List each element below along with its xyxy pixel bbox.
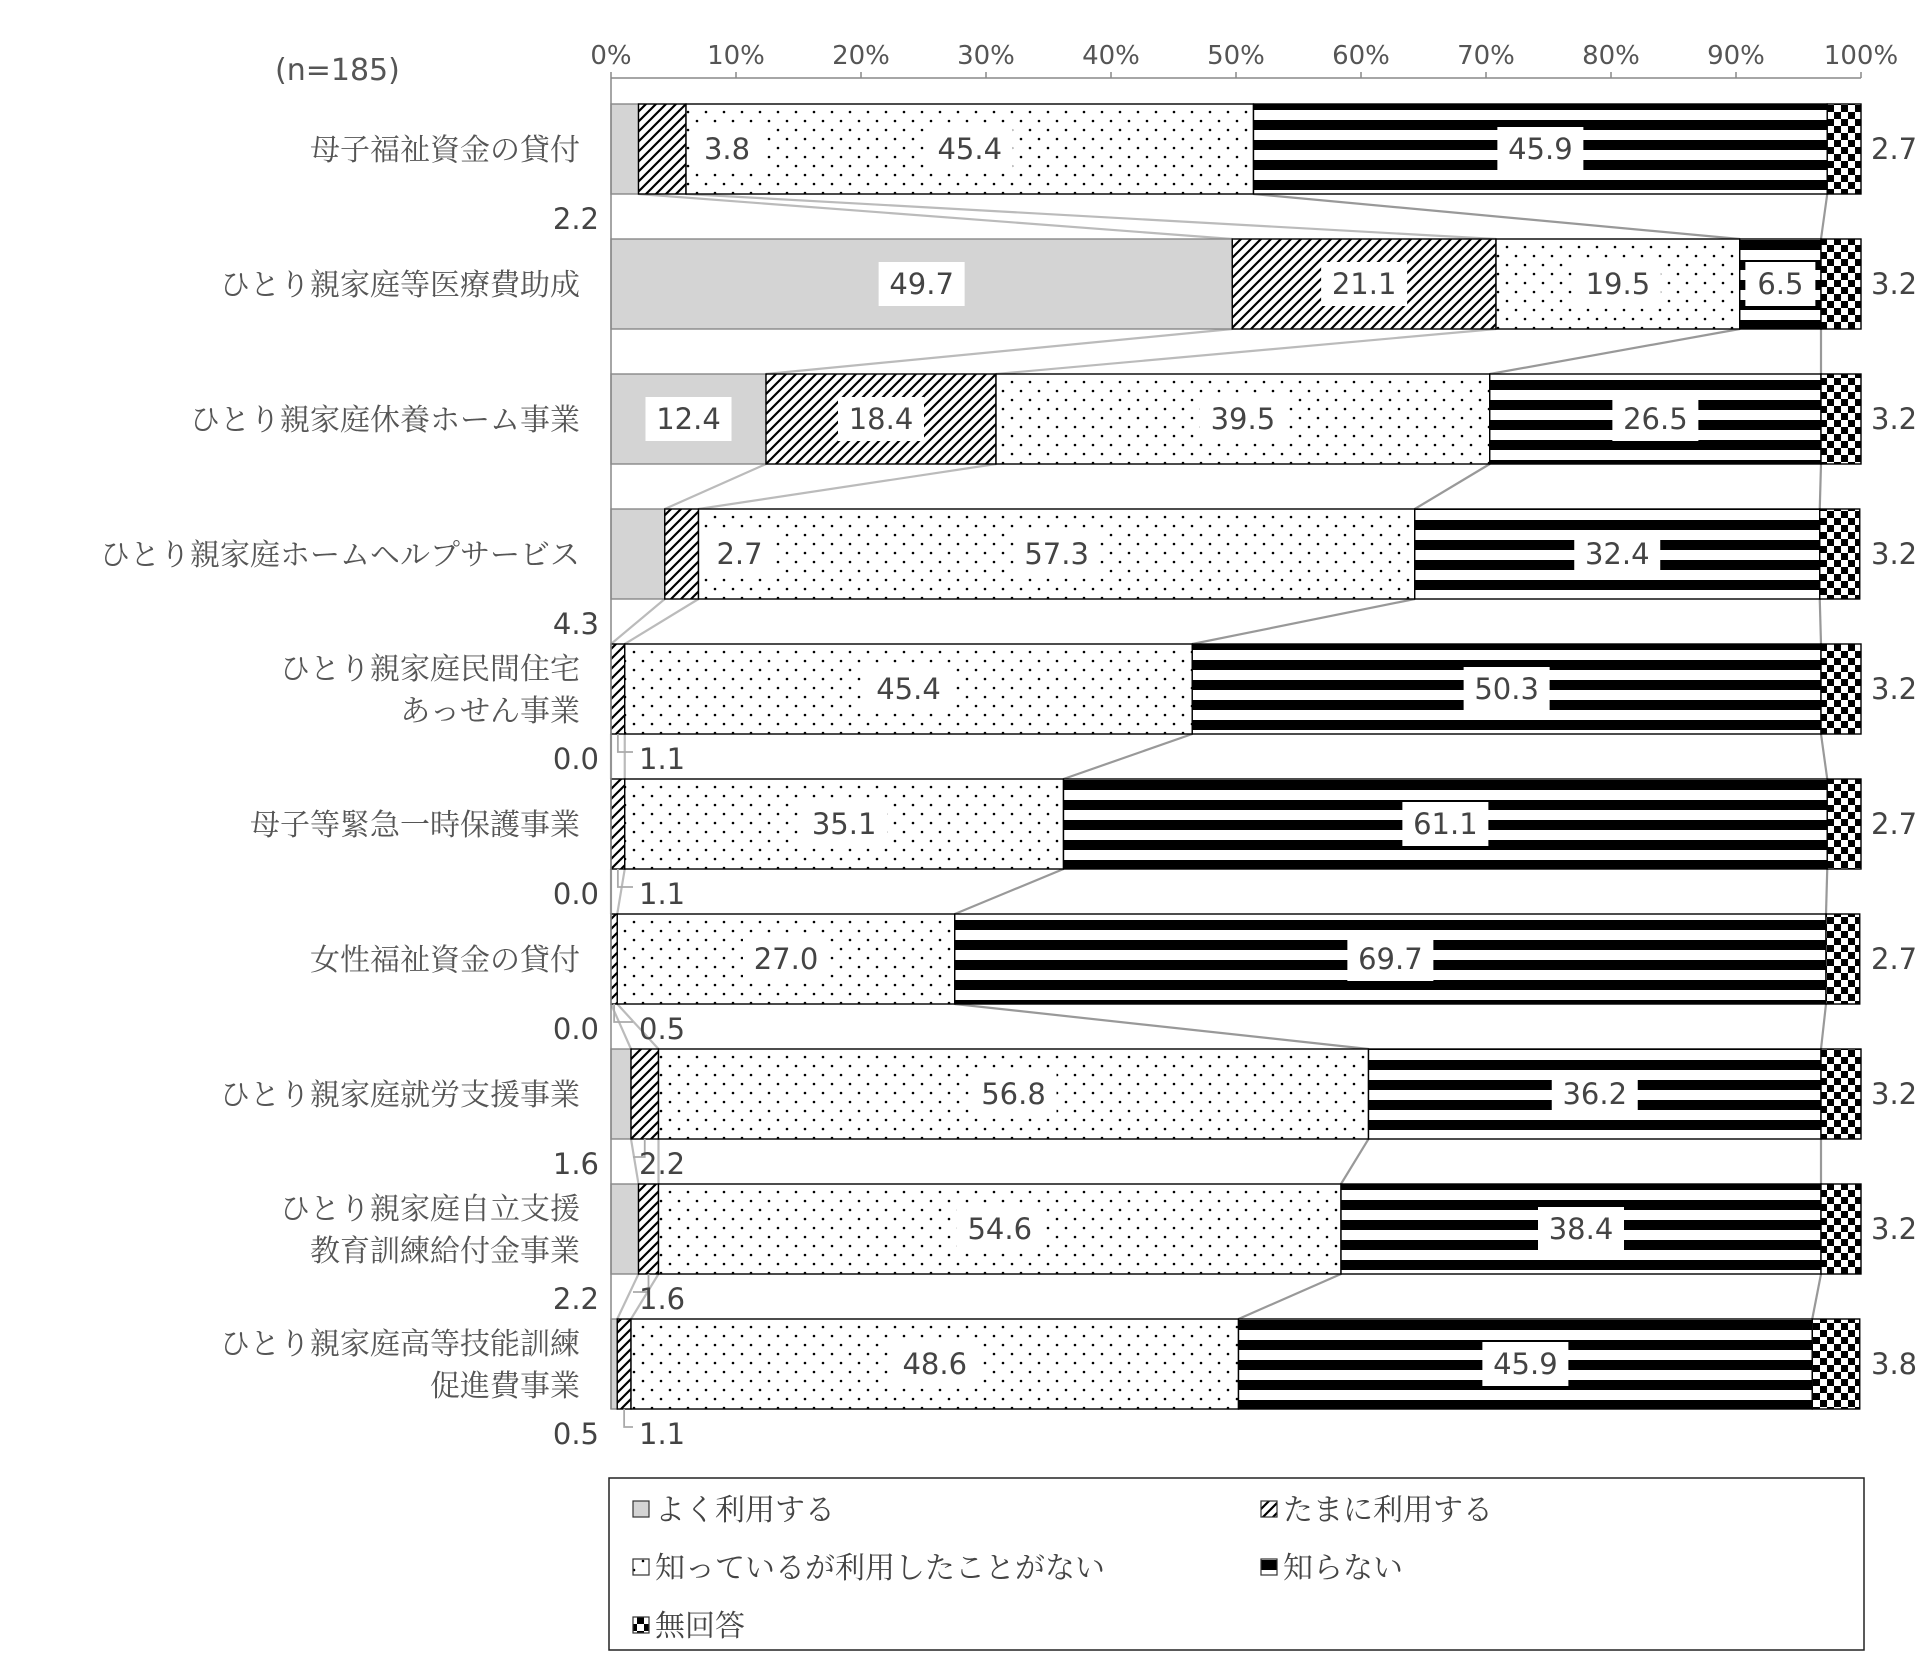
bar-segment — [611, 914, 617, 1004]
category-label: ひとり親家庭高等技能訓練 — [220, 1327, 580, 1362]
x-tick-label: 50% — [1207, 41, 1265, 71]
connector-line — [1820, 599, 1821, 644]
bar-segment — [1812, 1319, 1860, 1409]
legend-swatch — [633, 1617, 649, 1633]
bar-segment — [611, 644, 625, 734]
bar-segment — [631, 1049, 659, 1139]
value-label: 3.2 — [1871, 1077, 1918, 1111]
value-label: 2.2 — [552, 202, 599, 236]
connector-line — [1415, 464, 1490, 509]
x-tick-label: 60% — [1332, 41, 1390, 71]
connector-line — [1192, 599, 1415, 644]
category-label: 母子福祉資金の貸付 — [310, 133, 580, 168]
value-label: 0.5 — [639, 1012, 686, 1046]
value-label: 49.7 — [889, 267, 954, 301]
value-label: 54.6 — [967, 1212, 1033, 1246]
value-label: 26.5 — [1623, 402, 1688, 436]
value-label: 56.8 — [981, 1077, 1046, 1111]
value-label: 3.2 — [1871, 402, 1918, 436]
value-label: 3.2 — [1871, 672, 1918, 706]
connector-line — [686, 194, 1496, 239]
value-label: 2.7 — [1871, 132, 1918, 166]
x-tick-label: 40% — [1082, 41, 1140, 71]
x-tick-label: 0% — [590, 41, 632, 71]
connector-line — [1821, 734, 1827, 779]
category-label: 母子等緊急一時保護事業 — [250, 808, 580, 843]
connector-line — [1064, 734, 1193, 779]
bars — [611, 104, 1861, 1409]
legend-label: よく利用する — [655, 1493, 835, 1528]
value-label: 0.0 — [552, 1012, 599, 1046]
value-label: 45.4 — [876, 672, 941, 706]
sample-size-label: (n=185) — [275, 53, 400, 88]
value-label: 3.2 — [1871, 537, 1918, 571]
value-label: 0.0 — [552, 877, 599, 911]
bar-segment — [611, 104, 639, 194]
connector-line — [639, 194, 1233, 239]
value-label: 1.1 — [639, 1417, 686, 1451]
value-label: 38.4 — [1548, 1212, 1614, 1246]
value-label: 2.7 — [716, 537, 763, 571]
connector-line — [1490, 329, 1740, 374]
bar-segment — [611, 779, 625, 869]
legend-swatch — [1261, 1559, 1277, 1575]
connector-line — [665, 464, 766, 509]
bar-segment — [611, 1319, 617, 1409]
value-label: 32.4 — [1584, 537, 1650, 571]
connector-line — [1341, 1139, 1369, 1184]
bar-segment — [1821, 644, 1861, 734]
value-label: 45.9 — [1508, 132, 1573, 166]
value-label: 48.6 — [902, 1347, 968, 1381]
value-label: 1.6 — [639, 1282, 686, 1316]
value-label: 2.2 — [639, 1147, 686, 1181]
value-label: 69.7 — [1358, 942, 1423, 976]
bar-segment — [1820, 509, 1860, 599]
x-tick-label: 30% — [957, 41, 1015, 71]
connector-line — [766, 329, 1232, 374]
bar-segment — [1821, 239, 1861, 329]
x-tick-label: 80% — [1582, 41, 1640, 71]
value-label: 21.1 — [1331, 267, 1397, 301]
bar-segment — [665, 509, 699, 599]
bar-segment — [611, 509, 665, 599]
x-tick-label: 20% — [832, 41, 890, 71]
leader-line — [618, 869, 633, 887]
legend — [609, 1478, 1864, 1650]
value-label: 1.1 — [639, 877, 686, 911]
connector-line — [631, 1139, 639, 1184]
value-label: 36.2 — [1562, 1077, 1628, 1111]
category-label: ひとり親家庭ホームヘルプサービス — [100, 538, 580, 573]
leader-line — [624, 1409, 633, 1427]
value-label: 3.2 — [1871, 267, 1918, 301]
value-label: 35.1 — [811, 807, 877, 841]
value-label: 57.3 — [1024, 537, 1089, 571]
bar-segment — [1827, 104, 1861, 194]
connector-line — [1254, 194, 1740, 239]
legend-label: たまに利用する — [1283, 1493, 1493, 1528]
legend-swatch — [633, 1501, 649, 1517]
value-label: 2.7 — [1871, 942, 1918, 976]
x-tick-label: 10% — [707, 41, 765, 71]
bar-segment — [1821, 1049, 1861, 1139]
category-label: ひとり親家庭就労支援事業 — [220, 1078, 580, 1113]
value-label: 45.9 — [1493, 1347, 1558, 1381]
category-labels — [100, 133, 580, 1404]
bar-segment — [639, 104, 687, 194]
x-tick-label: 70% — [1457, 41, 1515, 71]
bar-segment — [1826, 914, 1860, 1004]
bar-segment — [611, 1184, 639, 1274]
category-label: ひとり親家庭休養ホーム事業 — [190, 403, 580, 438]
value-label: 12.4 — [656, 402, 721, 436]
value-label: 18.4 — [848, 402, 914, 436]
legend-swatch — [1261, 1501, 1277, 1517]
value-label: 50.3 — [1474, 672, 1539, 706]
category-label: ひとり親家庭自立支援 — [280, 1192, 580, 1227]
connector-line — [996, 329, 1496, 374]
x-tick-label: 90% — [1707, 41, 1765, 71]
value-label: 2.2 — [552, 1282, 599, 1316]
category-label: 教育訓練給付金事業 — [310, 1234, 580, 1269]
connector-line — [1812, 1274, 1821, 1319]
value-label: 0.5 — [552, 1417, 599, 1451]
value-label: 61.1 — [1413, 807, 1478, 841]
bar-segment — [1827, 779, 1861, 869]
connector-line — [1821, 1004, 1826, 1049]
x-tick-label: 100% — [1823, 41, 1899, 71]
connector-line — [625, 599, 699, 644]
value-label: 4.3 — [552, 607, 599, 641]
bar-segment — [617, 1319, 631, 1409]
value-label: 19.5 — [1585, 267, 1651, 301]
value-label: 6.5 — [1757, 267, 1804, 301]
category-label: ひとり親家庭等医療費助成 — [220, 268, 580, 303]
bar-segment — [611, 1049, 631, 1139]
value-label: 0.0 — [552, 742, 599, 776]
connector-line — [1821, 194, 1827, 239]
category-label: 女性福祉資金の貸付 — [310, 943, 580, 978]
connector-line — [955, 1004, 1369, 1049]
legend-swatch — [633, 1559, 649, 1575]
value-label: 3.2 — [1871, 1212, 1918, 1246]
connector-line — [1826, 869, 1827, 914]
value-label: 45.4 — [937, 132, 1003, 166]
value-label: 27.0 — [753, 942, 819, 976]
bar-segment — [639, 1184, 659, 1274]
value-label: 3.8 — [1871, 1347, 1918, 1381]
value-label: 39.5 — [1210, 402, 1276, 436]
value-label: 2.7 — [1871, 807, 1918, 841]
category-label: ひとり親家庭民間住宅 — [280, 652, 580, 687]
connector-line — [955, 869, 1064, 914]
connector-line — [1239, 1274, 1342, 1319]
legend-label: 知らない — [1283, 1551, 1403, 1586]
bar-segment — [1821, 1184, 1861, 1274]
value-label: 3.8 — [703, 132, 751, 166]
legend-label: 無回答 — [655, 1609, 745, 1644]
connector-line — [699, 464, 997, 509]
legend-label: 知っているが利用したことがない — [655, 1551, 1105, 1586]
value-label: 1.1 — [639, 742, 686, 776]
value-label: 1.6 — [552, 1147, 599, 1181]
connector-line — [1820, 464, 1821, 509]
category-label: あっせん事業 — [400, 694, 580, 729]
category-label: 促進費事業 — [430, 1369, 580, 1404]
connector-lines — [611, 194, 1827, 1319]
bar-segment — [1821, 374, 1861, 464]
